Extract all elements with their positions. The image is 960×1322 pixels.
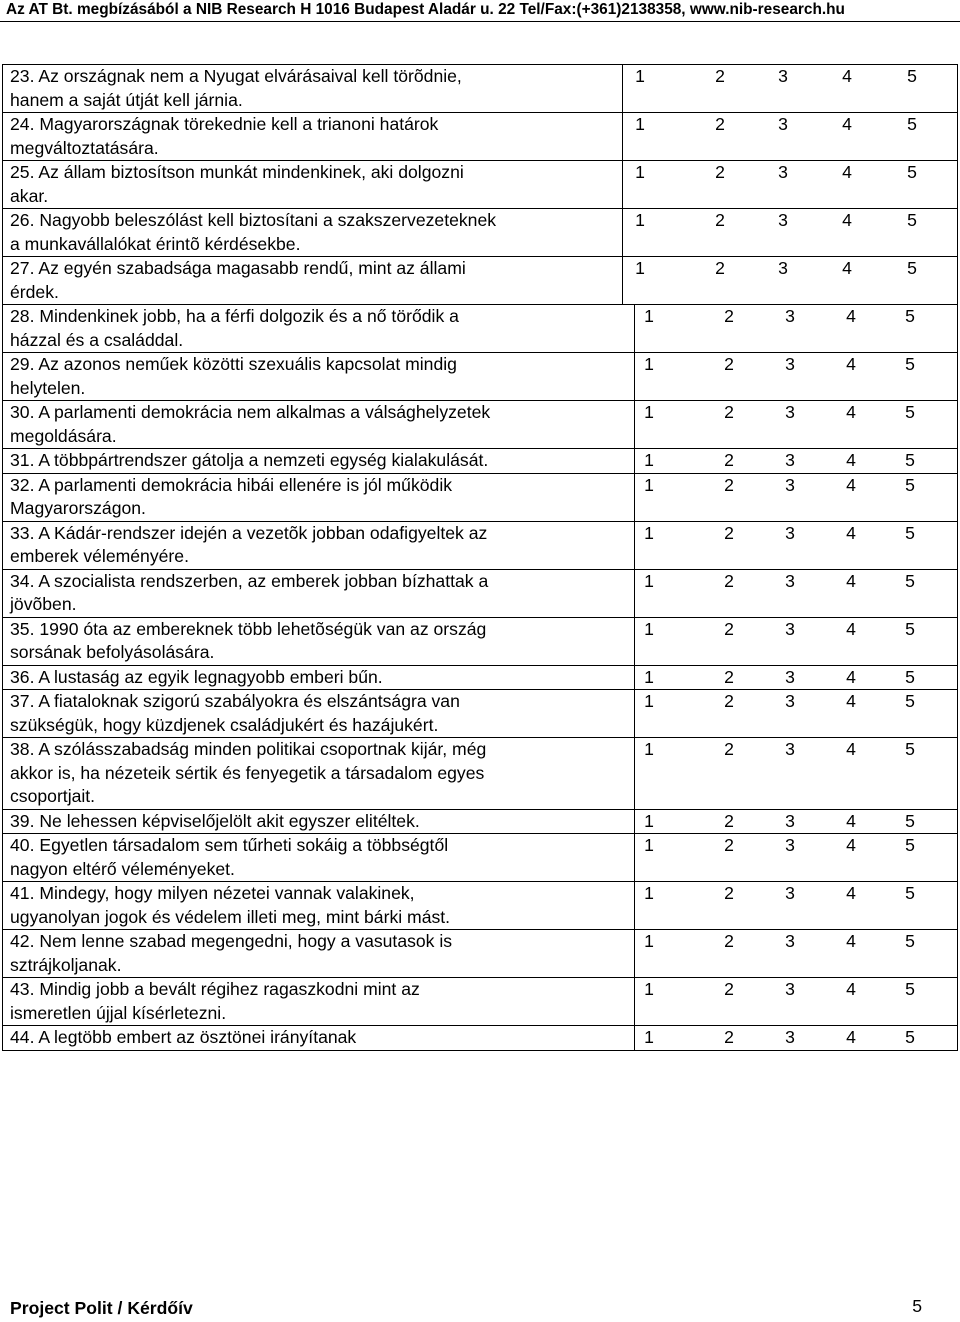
question-text-line: 24. Magyarországnak törekednie kell a trianoni határok xyxy=(10,114,439,134)
scale-option[interactable]: 1 xyxy=(644,739,654,759)
survey-row xyxy=(3,353,958,401)
scale-cell xyxy=(623,113,958,160)
survey-row xyxy=(3,738,958,810)
scale-option[interactable]: 2 xyxy=(724,1027,734,1047)
scale-option[interactable]: 3 xyxy=(778,114,788,134)
scale-option[interactable]: 1 xyxy=(644,931,654,951)
scale-option[interactable]: 3 xyxy=(785,691,795,711)
scale-option[interactable]: 3 xyxy=(778,162,788,182)
footer-title: Project Polit / Kérdőív xyxy=(10,1298,193,1318)
question-cell xyxy=(3,65,623,112)
scale-cell xyxy=(635,930,958,977)
scale-option[interactable]: 3 xyxy=(785,810,795,831)
scale-option[interactable]: 1 xyxy=(644,618,654,639)
scale-option[interactable]: 5 xyxy=(905,402,915,422)
scale-option[interactable]: 3 xyxy=(785,474,795,495)
scale-option[interactable]: 4 xyxy=(846,883,856,903)
scale-option[interactable]: 1 xyxy=(644,474,654,495)
survey-row xyxy=(3,305,958,353)
scale-option[interactable]: 2 xyxy=(715,66,725,86)
scale-option[interactable]: 3 xyxy=(785,979,795,999)
question-text-line: jövõben. xyxy=(10,594,77,614)
scale-option[interactable]: 1 xyxy=(644,450,654,470)
scale-cell xyxy=(623,161,958,208)
page-header: Az AT Bt. megbízásából a NIB Research H 1016 Budapest Aladár u. 22 Tel/Fax:(+361)2138358, www.nib-research.hu xyxy=(0,0,960,22)
scale-option[interactable]: 4 xyxy=(846,474,856,495)
question-text-line: 36. A lustaság az egyik legnagyobb emberi bűn. xyxy=(10,666,383,687)
scale-cell xyxy=(635,882,958,929)
scale-option[interactable]: 4 xyxy=(842,258,852,278)
survey-row xyxy=(3,1026,958,1051)
scale-option[interactable]: 1 xyxy=(644,883,654,903)
scale-option[interactable]: 1 xyxy=(644,402,654,422)
scale-option[interactable]: 3 xyxy=(785,666,795,687)
scale-option[interactable]: 4 xyxy=(842,114,852,134)
scale-option[interactable]: 2 xyxy=(724,354,734,374)
scale-option[interactable]: 1 xyxy=(644,810,654,831)
scale-option[interactable]: 2 xyxy=(715,162,725,182)
scale-option[interactable]: 5 xyxy=(905,835,915,855)
scale-option[interactable]: 2 xyxy=(724,931,734,951)
scale-option[interactable]: 4 xyxy=(846,666,856,687)
scale-option[interactable]: 4 xyxy=(846,354,856,374)
scale-option[interactable]: 3 xyxy=(785,402,795,422)
survey-row xyxy=(3,570,958,618)
scale-option[interactable]: 1 xyxy=(635,258,645,278)
question-text-line: 40. Egyetlen társadalom sem tűrheti sokáig a többségtől xyxy=(10,835,449,855)
question-cell xyxy=(3,522,635,569)
scale-option[interactable]: 3 xyxy=(785,883,795,903)
scale-option[interactable]: 1 xyxy=(644,1027,654,1047)
question-text-line: 37. A fiataloknak szigorú szabályokra és elszántságra van xyxy=(10,691,460,711)
question-text-line: 27. Az egyén szabadsága magasabb rendű, mint az állami xyxy=(10,258,466,278)
survey-row xyxy=(3,474,958,522)
question-text-line: 32. A parlamenti demokrácia hibái ellenére is jól működik xyxy=(10,474,453,495)
scale-cell xyxy=(635,570,958,617)
scale-option[interactable]: 5 xyxy=(905,618,915,639)
scale-option[interactable]: 2 xyxy=(724,570,734,591)
scale-option[interactable]: 4 xyxy=(846,810,856,831)
question-cell xyxy=(3,978,635,1025)
scale-option[interactable]: 1 xyxy=(644,691,654,711)
scale-option[interactable]: 5 xyxy=(905,306,915,326)
survey-table xyxy=(2,64,958,1051)
question-text-line: emberek véleményére. xyxy=(10,546,189,566)
scale-option[interactable]: 4 xyxy=(846,835,856,855)
scale-option[interactable]: 2 xyxy=(715,258,725,278)
question-text-line: szükségük, hogy küzdjenek családjukért és hazájukért. xyxy=(10,714,439,735)
scale-option[interactable]: 3 xyxy=(785,1027,795,1047)
scale-option[interactable]: 3 xyxy=(785,306,795,326)
survey-row xyxy=(3,257,958,305)
question-text-line: csoportjait. xyxy=(10,786,96,806)
scale-option[interactable]: 5 xyxy=(905,931,915,951)
question-cell xyxy=(3,113,623,160)
question-cell xyxy=(3,666,635,690)
scale-option[interactable]: 5 xyxy=(905,450,915,470)
scale-cell xyxy=(635,353,958,400)
scale-cell xyxy=(623,209,958,256)
scale-option[interactable]: 3 xyxy=(785,570,795,591)
scale-option[interactable]: 5 xyxy=(905,354,915,374)
survey-row xyxy=(3,161,958,209)
survey-row xyxy=(3,978,958,1026)
scale-option[interactable]: 4 xyxy=(846,691,856,711)
question-text-line: sztrájkoljanak. xyxy=(10,954,122,975)
scale-cell xyxy=(635,449,958,473)
scale-option[interactable]: 5 xyxy=(905,979,915,999)
page-footer xyxy=(10,1296,922,1322)
scale-cell xyxy=(635,810,958,834)
question-text-line: hanem a saját útját kell járnia. xyxy=(10,89,243,110)
survey-row xyxy=(3,113,958,161)
scale-option[interactable]: 1 xyxy=(644,835,654,855)
scale-option[interactable]: 1 xyxy=(635,162,645,182)
survey-row xyxy=(3,810,958,835)
question-text-line: Magyarországon. xyxy=(10,498,146,518)
page-number: 5 xyxy=(912,1296,922,1316)
survey-row xyxy=(3,618,958,666)
question-cell xyxy=(3,209,623,256)
scale-cell xyxy=(635,618,958,665)
question-text-line: 44. A legtöbb embert az ösztönei irányítanak xyxy=(10,1027,357,1047)
question-cell xyxy=(3,618,635,665)
scale-option[interactable]: 5 xyxy=(907,114,917,134)
scale-option[interactable]: 2 xyxy=(724,618,734,639)
scale-option[interactable]: 2 xyxy=(715,114,725,134)
question-text-line: a munkavállalókat érintõ kérdésekbe. xyxy=(10,233,301,254)
question-text-line: 26. Nagyobb beleszólást kell biztosítani a szakszervezeteknek xyxy=(10,210,497,230)
question-text-line: sorsának befolyásolására. xyxy=(10,642,215,662)
scale-option[interactable]: 3 xyxy=(785,618,795,639)
question-text-line: 42. Nem lenne szabad megengedni, hogy a vasutasok is xyxy=(10,931,453,951)
scale-option[interactable]: 1 xyxy=(635,114,645,134)
survey-row xyxy=(3,666,958,691)
scale-option[interactable]: 1 xyxy=(644,522,654,543)
scale-option[interactable]: 4 xyxy=(842,66,852,86)
scale-cell xyxy=(623,65,958,112)
question-text-line: 41. Mindegy, hogy milyen nézetei vannak valakinek, xyxy=(10,883,415,903)
scale-option[interactable]: 2 xyxy=(724,402,734,422)
scale-option[interactable]: 4 xyxy=(846,618,856,639)
scale-option[interactable]: 5 xyxy=(905,1027,915,1047)
scale-option[interactable]: 4 xyxy=(842,210,852,230)
survey-row xyxy=(3,522,958,570)
scale-option[interactable]: 1 xyxy=(644,306,654,326)
question-text-line: megoldására. xyxy=(10,425,117,446)
question-text-line: akar. xyxy=(10,185,49,206)
scale-option[interactable]: 2 xyxy=(724,306,734,326)
question-cell xyxy=(3,449,635,473)
scale-option[interactable]: 3 xyxy=(778,66,788,86)
scale-option[interactable]: 4 xyxy=(846,979,856,999)
question-cell xyxy=(3,161,623,208)
scale-option[interactable]: 5 xyxy=(905,666,915,687)
scale-option[interactable]: 1 xyxy=(644,666,654,687)
scale-option[interactable]: 5 xyxy=(905,691,915,711)
scale-cell xyxy=(635,305,958,352)
question-text-line: nagyon eltérő véleményeket. xyxy=(10,858,235,879)
scale-option[interactable]: 2 xyxy=(724,522,734,543)
scale-option[interactable]: 5 xyxy=(905,522,915,543)
scale-option[interactable]: 4 xyxy=(846,739,856,759)
scale-option[interactable]: 1 xyxy=(635,66,645,86)
question-cell xyxy=(3,930,635,977)
question-text-line: házzal és a családdal. xyxy=(10,329,184,350)
scale-option[interactable]: 1 xyxy=(644,570,654,591)
scale-option[interactable]: 4 xyxy=(846,1027,856,1047)
scale-option[interactable]: 1 xyxy=(644,354,654,374)
question-text-line: 23. Az országnak nem a Nyugat elvárásaival kell törõdnie, xyxy=(10,66,462,86)
survey-row xyxy=(3,209,958,257)
scale-option[interactable]: 2 xyxy=(724,450,734,470)
scale-option[interactable]: 1 xyxy=(635,210,645,230)
question-text-line: 29. Az azonos neműek közötti szexuális kapcsolat mindig xyxy=(10,354,457,374)
scale-cell xyxy=(635,401,958,448)
scale-cell xyxy=(635,522,958,569)
scale-option[interactable]: 4 xyxy=(846,522,856,543)
question-text-line: 33. A Kádár-rendszer idején a vezetõk jobban odafigyeltek az xyxy=(10,522,488,543)
scale-option[interactable]: 4 xyxy=(846,570,856,591)
survey-row xyxy=(3,690,958,738)
question-text-line: ugyanolyan jogok és védelem illeti meg, mint bárki mást. xyxy=(10,906,451,927)
question-text-line: 31. A többpártrendszer gátolja a nemzeti egység kialakulását. xyxy=(10,450,489,470)
scale-option[interactable]: 2 xyxy=(715,210,725,230)
scale-option[interactable]: 5 xyxy=(905,739,915,759)
scale-option[interactable]: 5 xyxy=(907,66,917,86)
scale-option[interactable]: 5 xyxy=(907,210,917,230)
scale-cell xyxy=(635,1026,958,1050)
question-cell xyxy=(3,810,635,834)
question-cell xyxy=(3,401,635,448)
question-text-line: 34. A szocialista rendszerben, az emberek jobban bízhattak a xyxy=(10,570,489,591)
question-text-line: helytelen. xyxy=(10,377,86,398)
question-text-line: 35. 1990 óta az embereknek több lehetõségük van az ország xyxy=(10,618,487,639)
scale-cell xyxy=(635,690,958,737)
scale-option[interactable]: 3 xyxy=(785,835,795,855)
scale-option[interactable]: 2 xyxy=(724,691,734,711)
scale-option[interactable]: 2 xyxy=(724,979,734,999)
question-text-line: érdek. xyxy=(10,281,59,302)
scale-option[interactable]: 2 xyxy=(724,666,734,687)
scale-option[interactable]: 5 xyxy=(905,570,915,591)
question-text-line: 43. Mindig jobb a bevált régihez ragaszkodni mint az xyxy=(10,979,420,999)
question-text-line: 25. Az állam biztosítson munkát mindenkinek, aki dolgozni xyxy=(10,162,464,182)
question-cell xyxy=(3,834,635,881)
question-text-line: ismeretlen újjal kísérletezni. xyxy=(10,1002,227,1023)
scale-option[interactable]: 4 xyxy=(846,931,856,951)
question-text-line: 30. A parlamenti demokrácia nem alkalmas a válsághelyzetek xyxy=(10,402,491,422)
survey-row xyxy=(3,449,958,474)
question-text-line: 28. Mindenkinek jobb, ha a férfi dolgozik és a nő törődik a xyxy=(10,306,459,326)
survey-row xyxy=(3,882,958,930)
scale-option[interactable]: 2 xyxy=(724,810,734,831)
scale-option[interactable]: 5 xyxy=(905,474,915,495)
question-cell xyxy=(3,570,635,617)
scale-option[interactable]: 1 xyxy=(644,979,654,999)
scale-option[interactable]: 5 xyxy=(905,810,915,831)
scale-option[interactable]: 3 xyxy=(778,210,788,230)
scale-cell xyxy=(635,834,958,881)
scale-option[interactable]: 5 xyxy=(905,883,915,903)
question-text-line: akkor is, ha nézeteik sértik és fenyegetik a társadalom egyes xyxy=(10,762,485,783)
question-cell xyxy=(3,474,635,521)
scale-cell xyxy=(635,978,958,1025)
scale-option[interactable]: 3 xyxy=(778,258,788,278)
scale-option[interactable]: 3 xyxy=(785,354,795,374)
survey-row xyxy=(3,401,958,449)
scale-option[interactable]: 2 xyxy=(724,883,734,903)
scale-option[interactable]: 2 xyxy=(724,739,734,759)
question-text-line: megváltoztatására. xyxy=(10,137,159,158)
scale-cell xyxy=(635,474,958,521)
scale-option[interactable]: 4 xyxy=(846,306,856,326)
scale-option[interactable]: 5 xyxy=(907,258,917,278)
scale-option[interactable]: 2 xyxy=(724,835,734,855)
question-cell xyxy=(3,257,623,304)
scale-option[interactable]: 4 xyxy=(846,450,856,470)
question-cell xyxy=(3,738,635,809)
scale-cell xyxy=(635,666,958,690)
question-cell xyxy=(3,690,635,737)
scale-option[interactable]: 4 xyxy=(842,162,852,182)
question-text-line: 39. Ne lehessen képviselőjelölt akit egyszer elitéltek. xyxy=(10,810,420,831)
question-cell xyxy=(3,353,635,400)
scale-option[interactable]: 3 xyxy=(785,522,795,543)
scale-cell xyxy=(623,257,958,304)
scale-option[interactable]: 3 xyxy=(785,931,795,951)
scale-option[interactable]: 4 xyxy=(846,402,856,422)
question-cell xyxy=(3,882,635,929)
scale-option[interactable]: 2 xyxy=(724,474,734,495)
question-cell xyxy=(3,1026,635,1050)
scale-option[interactable]: 3 xyxy=(785,450,795,470)
survey-row xyxy=(3,65,958,113)
question-text-line: 38. A szólásszabadság minden politikai csoportnak kijár, még xyxy=(10,739,487,759)
question-cell xyxy=(3,305,635,352)
scale-option[interactable]: 3 xyxy=(785,739,795,759)
scale-option[interactable]: 5 xyxy=(907,162,917,182)
scale-cell xyxy=(635,738,958,809)
survey-row xyxy=(3,930,958,978)
survey-row xyxy=(3,834,958,882)
